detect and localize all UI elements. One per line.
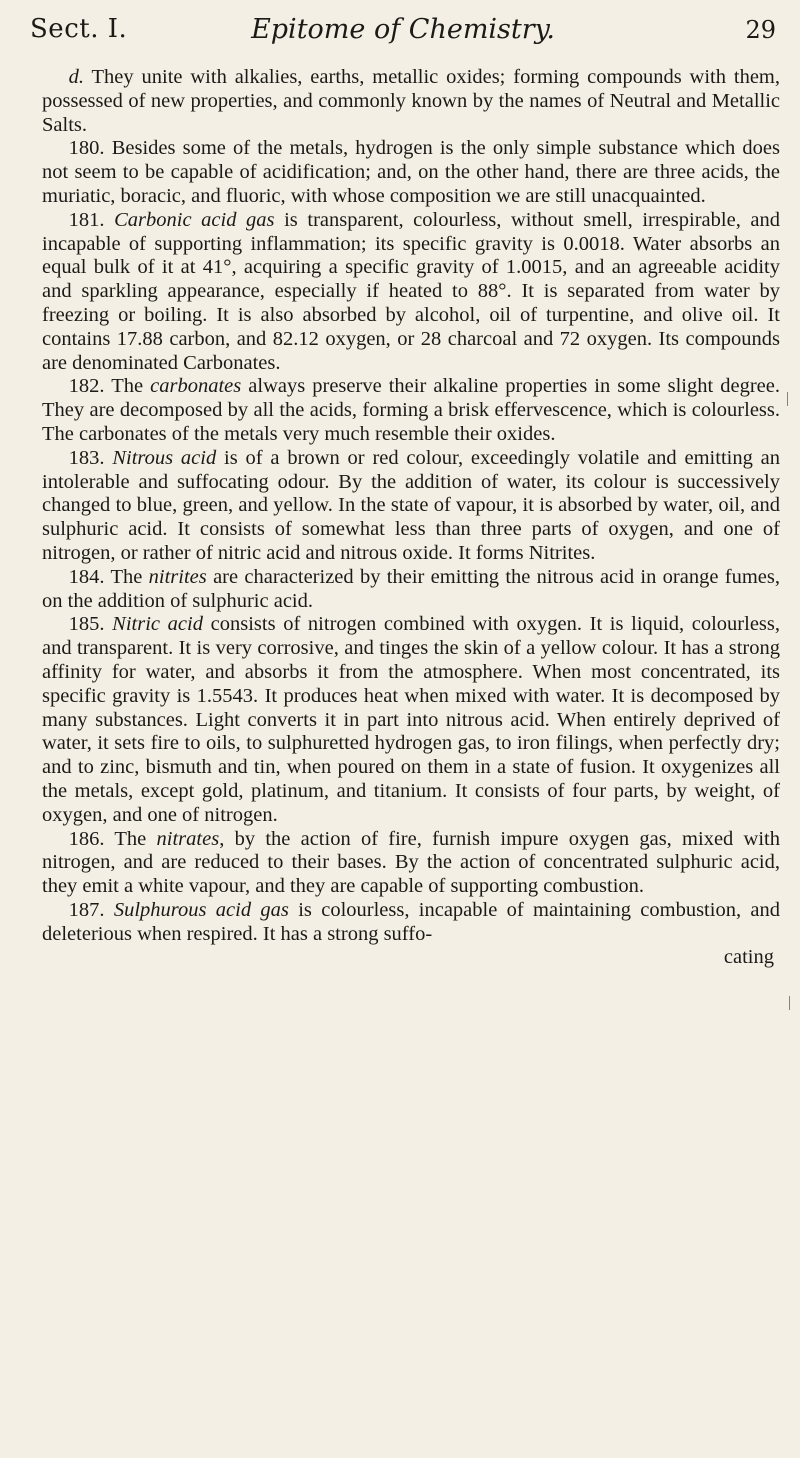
paragraph-term: Carbonic acid gas — [114, 208, 275, 231]
paragraph-term: Nitric acid — [112, 613, 203, 636]
paragraph-lead: 181. — [68, 208, 115, 231]
body-text — [42, 66, 780, 970]
margin-mark — [789, 996, 790, 1010]
catchword: cating — [723, 946, 774, 969]
paragraph-lead: 187. — [68, 898, 114, 921]
paragraph-text: consists of nitrogen combined with oxygen. It is liquid, colourless, and transparent. It is very corrosive, and tinges the skin of a yellow colour. It has a strong affinity for water, and absorbs it from the atmosphere. When most concentrated, its specific gravity is 1.5543. It produces heat when mixed with water. It is decomposed by many substances. Light converts it in part into nitrous acid. When entirely deprived of water, it sets fire to oils, to sulphuretted hydrogen gas, to iron filings, when perfectly dry; and to zinc, bismuth and tin, when poured on them in a state of fusion. It oxygenizes all the metals, except gold, platinum, and titanium. It consists of four parts, by weight, of oxygen, and one of nitrogen. — [42, 613, 780, 826]
running-title: Epitome of Chemistry. — [251, 14, 555, 45]
paragraph-lead: 180. — [68, 137, 112, 160]
paragraph-text: They unite with alkalies, earths, metallic oxides; forming compounds with them, possessed of new properties, and commonly known by the names of Neutral and Metallic Salts. — [42, 66, 780, 136]
paragraph-181 — [42, 209, 780, 376]
paragraph-185 — [42, 613, 780, 827]
section-label: Sect. I. — [30, 14, 128, 44]
paragraph-lead: 186. The — [68, 827, 157, 850]
paragraph-183 — [42, 447, 780, 566]
paragraph-lead: 182. The — [68, 375, 151, 398]
paragraph-text: Besides some of the metals, hydrogen is the only simple substance which does not seem to be capable of acidification; and, on the other hand, there are three acids, the muriatic, boracic, and fluoric, with whose composition we are still unacquainted. — [42, 137, 781, 207]
running-head — [30, 12, 776, 52]
paragraph-term: carbonates — [150, 375, 242, 398]
paragraph-lead: 184. The — [68, 565, 149, 588]
paragraph-187 — [42, 899, 780, 947]
paragraph-lead: 183. — [68, 446, 113, 469]
margin-mark — [787, 392, 788, 406]
paragraph-term: nitrites — [148, 565, 207, 588]
paragraph-text: are characterized by their emitting the nitrous acid in orange fumes, on the addition of sulphuric acid. — [42, 565, 780, 612]
paragraph-180 — [42, 137, 780, 208]
page-number: 29 — [745, 16, 776, 44]
paragraph-term: Nitrous acid — [112, 446, 217, 469]
paragraph-text: is of a brown or red colour, exceedingly volatile and emitting an intolerable and suffocating odour. By the addition of water, its colour is successively changed to blue, green, and yellow. In the state of vapour, it is absorbed by water, oil, and sulphuric acid. It consists of somewhat less than three parts of oxygen, and one of nitrogen, or rather of nitric acid and nitrous oxide. It forms Nitrites. — [42, 446, 780, 564]
paragraph-d — [42, 66, 780, 137]
paragraph-term: nitrates — [156, 827, 220, 850]
paragraph-182 — [42, 375, 780, 446]
paragraph-text: is transparent, colourless, without smell, irrespirable, and incapable of supporting inflammation; its specific gravity is 0.0018. Water absorbs an equal bulk of it at 41°, acquiring a specific gravity of 1.0015, and an agreeable acidity and sparkling appearance, especially if heated to 88°. It is separated from water by freezing or boiling. It is also absorbed by alcohol, oil of turpentine, and olive oil. It contains 17.88 carbon, and 82.12 oxygen, or 28 charcoal and 72 oxygen. Its compounds are denominated Carbonates. — [42, 208, 781, 374]
paragraph-text: always preserve their alkaline properties in some slight degree. They are decomposed by all the acids, forming a brisk effervescence, which is colourless. The carbonates of the metals very much resemble their oxides. — [42, 375, 780, 445]
paragraph-text: , by the action of fire, furnish impure oxygen gas, mixed with nitrogen, and are reduced to their bases. By the action of concentrated sulphuric acid, they emit a white vapour, and they are capable of supporting combustion. — [42, 827, 780, 898]
paragraph-text: is colourless, incapable of maintaining combustion, and deleterious when respired. It has a strong suffo- — [42, 898, 780, 945]
paragraph-186 — [42, 828, 780, 899]
paragraph-lead: 185. — [68, 613, 113, 636]
paragraph-184 — [42, 566, 780, 614]
paragraph-term: d. — [68, 66, 85, 88]
paragraph-term: Sulphurous acid gas — [113, 898, 289, 921]
